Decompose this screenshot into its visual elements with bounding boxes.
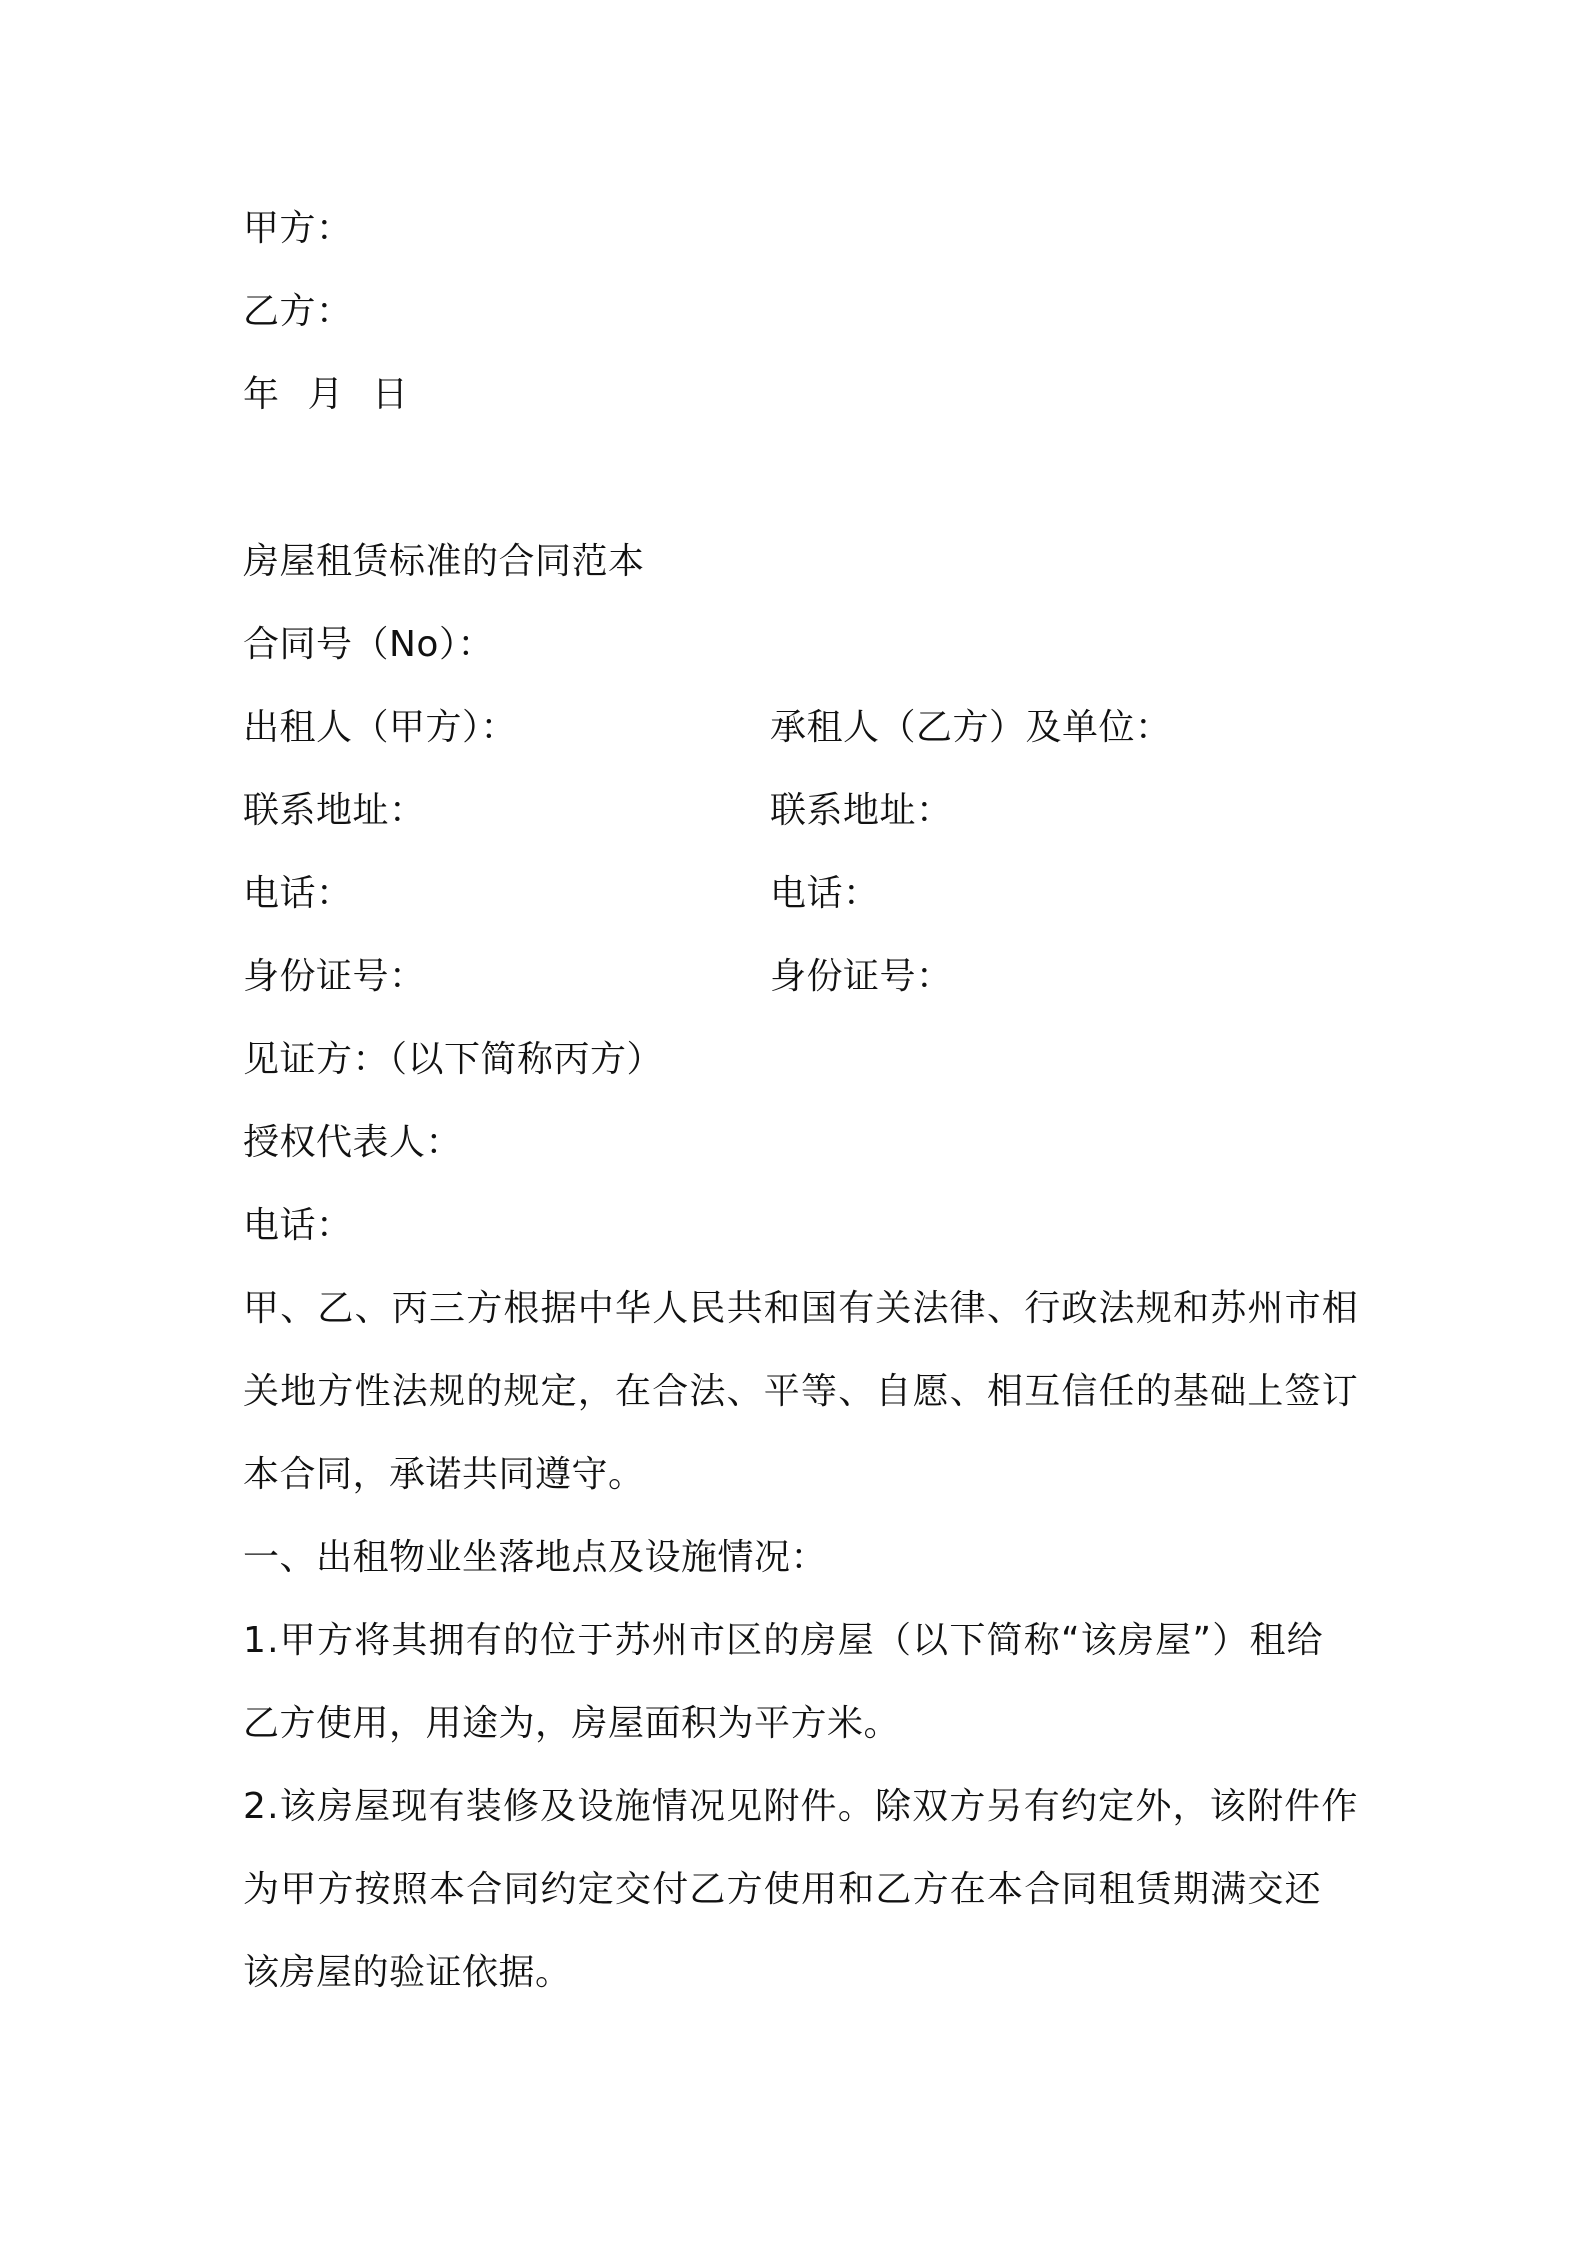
- preamble-line: 甲、乙、丙三方根据中华人民共和国有关法律、行政法规和苏州市相: [243, 1288, 1360, 1329]
- authorized-representative: 授权代表人：: [243, 1122, 463, 1163]
- contract-title: 房屋租赁标准的合同范本: [243, 541, 645, 582]
- witness-phone: 电话：: [243, 1205, 353, 1246]
- signature-date: [243, 371, 409, 419]
- contract-number: 合同号（No）：: [243, 624, 494, 665]
- lessor-phone: 电话：: [243, 873, 353, 914]
- preamble-line: 关地方性法规的规定，在合法、平等、自愿、相互信任的基础上签订: [243, 1371, 1360, 1412]
- preamble-line: 本合同，承诺共同遵守。: [243, 1454, 645, 1495]
- section-1-heading: 一、出租物业坐落地点及设施情况：: [243, 1537, 828, 1578]
- lessee-id-number: 身份证号：: [770, 956, 953, 997]
- date-month: 月: [307, 374, 345, 415]
- date-year: 年: [243, 374, 280, 415]
- lessee-address: 联系地址：: [770, 790, 953, 831]
- clause-2-line: 该房屋的验证依据。: [243, 1952, 572, 1993]
- party-a-label: 甲方：: [243, 208, 353, 249]
- lessor-label: 出租人（甲方）：: [243, 707, 518, 748]
- lessor-address: 联系地址：: [243, 790, 426, 831]
- lessee-label: 承租人（乙方）及单位：: [770, 707, 1172, 748]
- clause-2-line: 2.该房屋现有装修及设施情况见附件。除双方另有约定外，该附件作: [243, 1786, 1359, 1827]
- lessor-id-number: 身份证号：: [243, 956, 426, 997]
- party-b-label: 乙方：: [243, 291, 353, 332]
- date-day: 日: [372, 374, 409, 415]
- lessee-phone: 电话：: [770, 873, 880, 914]
- witness-label: 见证方：（以下简称丙方）: [243, 1039, 664, 1080]
- clause-1-line: 1.甲方将其拥有的位于苏州市区的房屋（以下简称“该房屋”）租给: [243, 1620, 1324, 1661]
- clause-1-line: 乙方使用，用途为，房屋面积为平方米。: [243, 1703, 901, 1744]
- clause-2-line: 为甲方按照本合同约定交付乙方使用和乙方在本合同租赁期满交还: [243, 1869, 1322, 1910]
